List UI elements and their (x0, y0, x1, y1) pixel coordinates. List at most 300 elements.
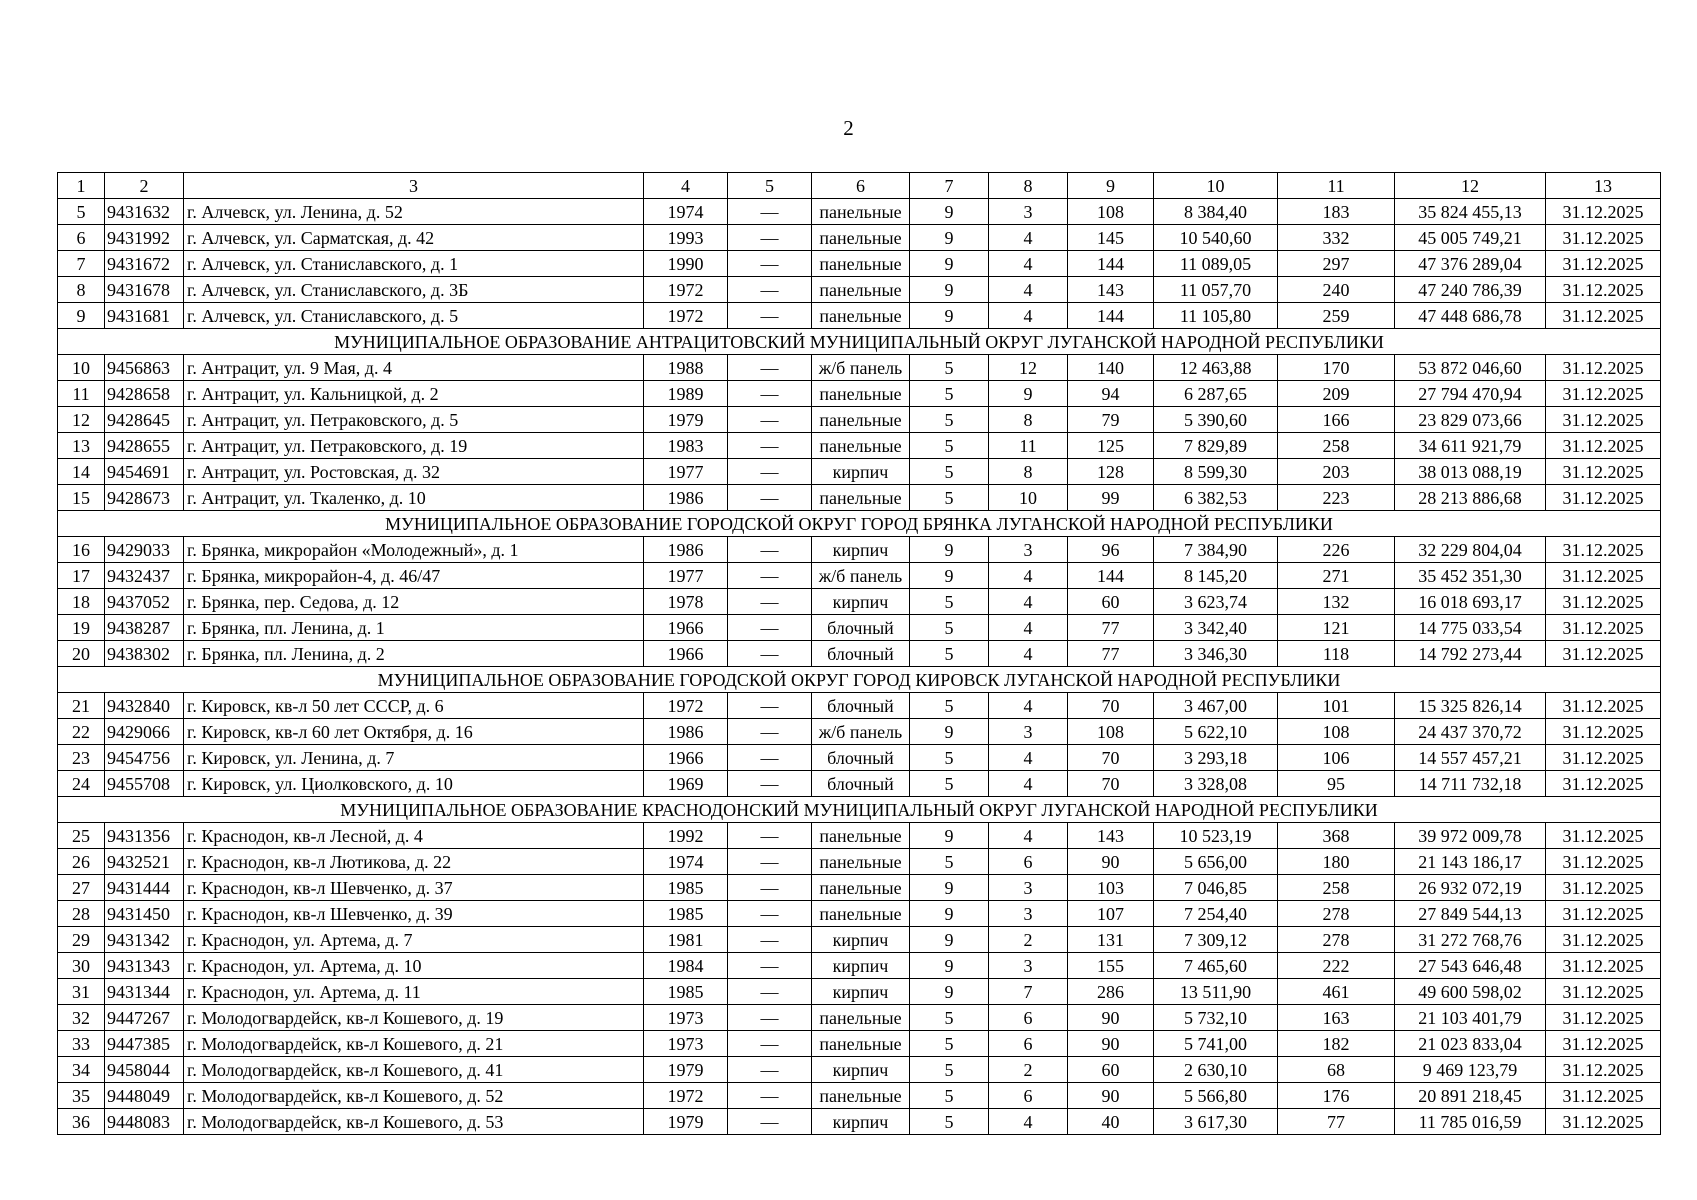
wall-material: панельные (812, 433, 910, 459)
apartments: 286 (1068, 979, 1154, 1005)
row-number: 6 (58, 225, 105, 251)
building-code: 9431343 (105, 953, 184, 979)
year-built: 1972 (644, 1083, 728, 1109)
year-built: 1993 (644, 225, 728, 251)
deadline-date: 31.12.2025 (1546, 537, 1661, 563)
deadline-date: 31.12.2025 (1546, 303, 1661, 329)
apartments: 155 (1068, 953, 1154, 979)
cost-value: 34 611 921,79 (1395, 433, 1546, 459)
entrances: 11 (989, 433, 1068, 459)
building-code: 9432521 (105, 849, 184, 875)
address: г. Краснодон, кв-л Лесной, д. 4 (184, 823, 644, 849)
building-code: 9431344 (105, 979, 184, 1005)
apartments: 90 (1068, 1031, 1154, 1057)
cost-value: 24 437 370,72 (1395, 719, 1546, 745)
table-row (58, 979, 1661, 1005)
floors: 9 (910, 953, 989, 979)
residents: 170 (1278, 355, 1395, 381)
address: г. Кировск, ул. Ленина, д. 7 (184, 745, 644, 771)
year-built: 1981 (644, 927, 728, 953)
row-number: 7 (58, 251, 105, 277)
area-value: 3 623,74 (1154, 589, 1278, 615)
cost-value: 21 023 833,04 (1395, 1031, 1546, 1057)
wall-material: панельные (812, 277, 910, 303)
cost-value: 14 775 033,54 (1395, 615, 1546, 641)
floors: 9 (910, 251, 989, 277)
residents: 182 (1278, 1031, 1395, 1057)
area-value: 7 829,89 (1154, 433, 1278, 459)
building-code: 9438302 (105, 641, 184, 667)
floors: 5 (910, 485, 989, 511)
entrances: 6 (989, 1083, 1068, 1109)
year-built: 1973 (644, 1031, 728, 1057)
cost-value: 47 448 686,78 (1395, 303, 1546, 329)
address: г. Кировск, кв-л 50 лет СССР, д. 6 (184, 693, 644, 719)
entrances: 4 (989, 563, 1068, 589)
dash-mark: — (728, 771, 812, 797)
dash-mark: — (728, 979, 812, 1005)
year-built: 1984 (644, 953, 728, 979)
cost-value: 39 972 009,78 (1395, 823, 1546, 849)
entrances: 3 (989, 719, 1068, 745)
floors: 9 (910, 537, 989, 563)
address: г. Молодогвардейск, кв-л Кошевого, д. 53 (184, 1109, 644, 1135)
area-value: 8 145,20 (1154, 563, 1278, 589)
wall-material: ж/б панель (812, 719, 910, 745)
dash-mark: — (728, 225, 812, 251)
deadline-date: 31.12.2025 (1546, 251, 1661, 277)
building-code: 9431342 (105, 927, 184, 953)
residents: 222 (1278, 953, 1395, 979)
area-value: 7 309,12 (1154, 927, 1278, 953)
dash-mark: — (728, 563, 812, 589)
table-row (58, 745, 1661, 771)
residents: 132 (1278, 589, 1395, 615)
cost-value: 16 018 693,17 (1395, 589, 1546, 615)
wall-material: блочный (812, 641, 910, 667)
deadline-date: 31.12.2025 (1546, 1005, 1661, 1031)
row-number: 5 (58, 199, 105, 225)
floors: 9 (910, 979, 989, 1005)
cost-value: 35 824 455,13 (1395, 199, 1546, 225)
floors: 5 (910, 433, 989, 459)
deadline-date: 31.12.2025 (1546, 459, 1661, 485)
entrances: 4 (989, 823, 1068, 849)
row-number: 25 (58, 823, 105, 849)
building-code: 9428645 (105, 407, 184, 433)
floors: 9 (910, 875, 989, 901)
wall-material: блочный (812, 615, 910, 641)
table-row (58, 1109, 1661, 1135)
address: г. Антрацит, ул. Петраковского, д. 5 (184, 407, 644, 433)
building-code: 9455708 (105, 771, 184, 797)
residents: 101 (1278, 693, 1395, 719)
year-built: 1969 (644, 771, 728, 797)
residents: 108 (1278, 719, 1395, 745)
floors: 5 (910, 745, 989, 771)
area-value: 2 630,10 (1154, 1057, 1278, 1083)
floors: 5 (910, 355, 989, 381)
table-row (58, 849, 1661, 875)
table-row (58, 1057, 1661, 1083)
residents: 278 (1278, 927, 1395, 953)
deadline-date: 31.12.2025 (1546, 693, 1661, 719)
apartments: 96 (1068, 537, 1154, 563)
table-row (58, 641, 1661, 667)
address: г. Алчевск, ул. Ленина, д. 52 (184, 199, 644, 225)
floors: 5 (910, 693, 989, 719)
area-value: 3 328,08 (1154, 771, 1278, 797)
deadline-date: 31.12.2025 (1546, 407, 1661, 433)
apartments: 99 (1068, 485, 1154, 511)
entrances: 3 (989, 953, 1068, 979)
year-built: 1979 (644, 1109, 728, 1135)
section-title: МУНИЦИПАЛЬНОЕ ОБРАЗОВАНИЕ КРАСНОДОНСКИЙ МУНИЦИПАЛЬНЫЙ ОКРУГ ЛУГАНСКОЙ НАРОДНОЙ РЕСПУБЛИКИ (58, 797, 1661, 823)
deadline-date: 31.12.2025 (1546, 225, 1661, 251)
row-number: 30 (58, 953, 105, 979)
deadline-date: 31.12.2025 (1546, 381, 1661, 407)
year-built: 1973 (644, 1005, 728, 1031)
table-row (58, 199, 1661, 225)
apartments: 125 (1068, 433, 1154, 459)
deadline-date: 31.12.2025 (1546, 615, 1661, 641)
address: г. Антрацит, ул. 9 Мая, д. 4 (184, 355, 644, 381)
wall-material: панельные (812, 225, 910, 251)
apartments: 70 (1068, 693, 1154, 719)
row-number: 27 (58, 875, 105, 901)
deadline-date: 31.12.2025 (1546, 953, 1661, 979)
cost-value: 32 229 804,04 (1395, 537, 1546, 563)
dash-mark: — (728, 459, 812, 485)
row-number: 21 (58, 693, 105, 719)
residents: 258 (1278, 875, 1395, 901)
address: г. Брянка, микрорайон-4, д. 46/47 (184, 563, 644, 589)
entrances: 3 (989, 537, 1068, 563)
wall-material: кирпич (812, 927, 910, 953)
address: г. Алчевск, ул. Станиславского, д. 1 (184, 251, 644, 277)
deadline-date: 31.12.2025 (1546, 875, 1661, 901)
apartments: 107 (1068, 901, 1154, 927)
column-number-row (58, 173, 1661, 199)
column-header: 11 (1278, 173, 1395, 199)
table-row (58, 1005, 1661, 1031)
cost-value: 14 557 457,21 (1395, 745, 1546, 771)
apartments: 70 (1068, 771, 1154, 797)
building-code: 9428658 (105, 381, 184, 407)
apartments: 128 (1068, 459, 1154, 485)
cost-value: 27 794 470,94 (1395, 381, 1546, 407)
apartments: 70 (1068, 745, 1154, 771)
row-number: 20 (58, 641, 105, 667)
residents: 278 (1278, 901, 1395, 927)
dash-mark: — (728, 589, 812, 615)
row-number: 19 (58, 615, 105, 641)
building-code: 9454691 (105, 459, 184, 485)
row-number: 15 (58, 485, 105, 511)
wall-material: кирпич (812, 953, 910, 979)
floors: 9 (910, 927, 989, 953)
cost-value: 23 829 073,66 (1395, 407, 1546, 433)
cost-value: 27 849 544,13 (1395, 901, 1546, 927)
deadline-date: 31.12.2025 (1546, 563, 1661, 589)
entrances: 8 (989, 407, 1068, 433)
cost-value: 26 932 072,19 (1395, 875, 1546, 901)
row-number: 24 (58, 771, 105, 797)
building-code: 9432437 (105, 563, 184, 589)
residents: 209 (1278, 381, 1395, 407)
deadline-date: 31.12.2025 (1546, 719, 1661, 745)
wall-material: кирпич (812, 1057, 910, 1083)
floors: 9 (910, 303, 989, 329)
entrances: 4 (989, 771, 1068, 797)
deadline-date: 31.12.2025 (1546, 355, 1661, 381)
dash-mark: — (728, 875, 812, 901)
year-built: 1974 (644, 199, 728, 225)
cost-value: 47 240 786,39 (1395, 277, 1546, 303)
deadline-date: 31.12.2025 (1546, 771, 1661, 797)
year-built: 1972 (644, 303, 728, 329)
section-header-row (58, 797, 1661, 823)
apartments: 144 (1068, 563, 1154, 589)
apartments: 108 (1068, 199, 1154, 225)
wall-material: кирпич (812, 537, 910, 563)
entrances: 2 (989, 927, 1068, 953)
area-value: 3 346,30 (1154, 641, 1278, 667)
section-title: МУНИЦИПАЛЬНОЕ ОБРАЗОВАНИЕ АНТРАЦИТОВСКИЙ МУНИЦИПАЛЬНЫЙ ОКРУГ ЛУГАНСКОЙ НАРОДНОЙ РЕСПУБЛИКИ (58, 329, 1661, 355)
row-number: 16 (58, 537, 105, 563)
entrances: 7 (989, 979, 1068, 1005)
column-header: 3 (184, 173, 644, 199)
row-number: 29 (58, 927, 105, 953)
row-number: 31 (58, 979, 105, 1005)
row-number: 35 (58, 1083, 105, 1109)
wall-material: блочный (812, 745, 910, 771)
area-value: 5 566,80 (1154, 1083, 1278, 1109)
floors: 5 (910, 1057, 989, 1083)
area-value: 5 732,10 (1154, 1005, 1278, 1031)
residents: 118 (1278, 641, 1395, 667)
area-value: 5 656,00 (1154, 849, 1278, 875)
floors: 5 (910, 1005, 989, 1031)
address: г. Молодогвардейск, кв-л Кошевого, д. 19 (184, 1005, 644, 1031)
area-value: 10 523,19 (1154, 823, 1278, 849)
table-row (58, 563, 1661, 589)
wall-material: блочный (812, 693, 910, 719)
entrances: 6 (989, 849, 1068, 875)
row-number: 12 (58, 407, 105, 433)
entrances: 10 (989, 485, 1068, 511)
entrances: 4 (989, 615, 1068, 641)
apartments: 144 (1068, 251, 1154, 277)
apartments: 145 (1068, 225, 1154, 251)
entrances: 4 (989, 589, 1068, 615)
year-built: 1992 (644, 823, 728, 849)
row-number: 13 (58, 433, 105, 459)
residents: 271 (1278, 563, 1395, 589)
residents: 95 (1278, 771, 1395, 797)
floors: 5 (910, 1031, 989, 1057)
dash-mark: — (728, 1005, 812, 1031)
column-header: 12 (1395, 173, 1546, 199)
area-value: 3 342,40 (1154, 615, 1278, 641)
year-built: 1972 (644, 277, 728, 303)
column-header: 8 (989, 173, 1068, 199)
wall-material: ж/б панель (812, 563, 910, 589)
building-code: 9437052 (105, 589, 184, 615)
area-value: 13 511,90 (1154, 979, 1278, 1005)
entrances: 4 (989, 693, 1068, 719)
residents: 368 (1278, 823, 1395, 849)
cost-value: 14 711 732,18 (1395, 771, 1546, 797)
year-built: 1977 (644, 563, 728, 589)
dash-mark: — (728, 953, 812, 979)
section-title: МУНИЦИПАЛЬНОЕ ОБРАЗОВАНИЕ ГОРОДСКОЙ ОКРУГ ГОРОД БРЯНКА ЛУГАНСКОЙ НАРОДНОЙ РЕСПУБЛИКИ (58, 511, 1661, 537)
dash-mark: — (728, 303, 812, 329)
section-header-row (58, 511, 1661, 537)
row-number: 33 (58, 1031, 105, 1057)
dash-mark: — (728, 277, 812, 303)
wall-material: кирпич (812, 979, 910, 1005)
floors: 5 (910, 641, 989, 667)
year-built: 1986 (644, 485, 728, 511)
table-row (58, 251, 1661, 277)
section-title: МУНИЦИПАЛЬНОЕ ОБРАЗОВАНИЕ ГОРОДСКОЙ ОКРУГ ГОРОД КИРОВСК ЛУГАНСКОЙ НАРОДНОЙ РЕСПУБЛИКИ (58, 667, 1661, 693)
year-built: 1979 (644, 1057, 728, 1083)
deadline-date: 31.12.2025 (1546, 849, 1661, 875)
year-built: 1978 (644, 589, 728, 615)
area-value: 6 287,65 (1154, 381, 1278, 407)
address: г. Алчевск, ул. Станиславского, д. 5 (184, 303, 644, 329)
address: г. Краснодон, кв-л Шевченко, д. 37 (184, 875, 644, 901)
deadline-date: 31.12.2025 (1546, 1083, 1661, 1109)
area-value: 11 057,70 (1154, 277, 1278, 303)
building-code: 9431632 (105, 199, 184, 225)
table-row (58, 719, 1661, 745)
table-row (58, 771, 1661, 797)
deadline-date: 31.12.2025 (1546, 927, 1661, 953)
apartments: 143 (1068, 823, 1154, 849)
apartments: 94 (1068, 381, 1154, 407)
table-row (58, 615, 1661, 641)
residents: 297 (1278, 251, 1395, 277)
dash-mark: — (728, 433, 812, 459)
area-value: 3 467,00 (1154, 693, 1278, 719)
entrances: 6 (989, 1005, 1068, 1031)
dash-mark: — (728, 693, 812, 719)
entrances: 4 (989, 225, 1068, 251)
wall-material: панельные (812, 1083, 910, 1109)
deadline-date: 31.12.2025 (1546, 823, 1661, 849)
dash-mark: — (728, 381, 812, 407)
area-value: 11 089,05 (1154, 251, 1278, 277)
dash-mark: — (728, 927, 812, 953)
year-built: 1972 (644, 693, 728, 719)
entrances: 2 (989, 1057, 1068, 1083)
address: г. Алчевск, ул. Сарматская, д. 42 (184, 225, 644, 251)
area-value: 7 254,40 (1154, 901, 1278, 927)
table-row (58, 381, 1661, 407)
column-header: 4 (644, 173, 728, 199)
floors: 9 (910, 199, 989, 225)
year-built: 1985 (644, 901, 728, 927)
entrances: 4 (989, 277, 1068, 303)
table-body (58, 199, 1661, 1135)
row-number: 11 (58, 381, 105, 407)
row-number: 36 (58, 1109, 105, 1135)
address: г. Молодогвардейск, кв-л Кошевого, д. 21 (184, 1031, 644, 1057)
cost-value: 9 469 123,79 (1395, 1057, 1546, 1083)
apartments: 140 (1068, 355, 1154, 381)
wall-material: панельные (812, 1031, 910, 1057)
area-value: 10 540,60 (1154, 225, 1278, 251)
deadline-date: 31.12.2025 (1546, 589, 1661, 615)
entrances: 4 (989, 1109, 1068, 1135)
wall-material: панельные (812, 199, 910, 225)
area-value: 7 046,85 (1154, 875, 1278, 901)
apartments: 60 (1068, 1057, 1154, 1083)
cost-value: 27 543 646,48 (1395, 953, 1546, 979)
building-code: 9428655 (105, 433, 184, 459)
building-code: 9438287 (105, 615, 184, 641)
year-built: 1983 (644, 433, 728, 459)
entrances: 4 (989, 745, 1068, 771)
year-built: 1985 (644, 875, 728, 901)
cost-value: 21 143 186,17 (1395, 849, 1546, 875)
floors: 9 (910, 719, 989, 745)
year-built: 1977 (644, 459, 728, 485)
area-value: 3 293,18 (1154, 745, 1278, 771)
table-row (58, 303, 1661, 329)
area-value: 7 384,90 (1154, 537, 1278, 563)
year-built: 1985 (644, 979, 728, 1005)
address: г. Брянка, пер. Седова, д. 12 (184, 589, 644, 615)
row-number: 17 (58, 563, 105, 589)
apartments: 40 (1068, 1109, 1154, 1135)
table-row (58, 927, 1661, 953)
table-row (58, 953, 1661, 979)
deadline-date: 31.12.2025 (1546, 1057, 1661, 1083)
cost-value: 28 213 886,68 (1395, 485, 1546, 511)
year-built: 1966 (644, 641, 728, 667)
building-code: 9431678 (105, 277, 184, 303)
table-row (58, 485, 1661, 511)
wall-material: кирпич (812, 459, 910, 485)
residents: 163 (1278, 1005, 1395, 1031)
year-built: 1966 (644, 615, 728, 641)
table-row (58, 537, 1661, 563)
entrances: 3 (989, 875, 1068, 901)
deadline-date: 31.12.2025 (1546, 485, 1661, 511)
table-row (58, 225, 1661, 251)
table-row (58, 589, 1661, 615)
entrances: 9 (989, 381, 1068, 407)
building-code: 9456863 (105, 355, 184, 381)
area-value: 8 384,40 (1154, 199, 1278, 225)
building-code: 9447267 (105, 1005, 184, 1031)
wall-material: панельные (812, 485, 910, 511)
floors: 9 (910, 225, 989, 251)
table-row (58, 1083, 1661, 1109)
year-built: 1974 (644, 849, 728, 875)
area-value: 5 622,10 (1154, 719, 1278, 745)
year-built: 1986 (644, 719, 728, 745)
address: г. Кировск, кв-л 60 лет Октября, д. 16 (184, 719, 644, 745)
entrances: 4 (989, 251, 1068, 277)
year-built: 1989 (644, 381, 728, 407)
deadline-date: 31.12.2025 (1546, 277, 1661, 303)
floors: 5 (910, 771, 989, 797)
wall-material: кирпич (812, 589, 910, 615)
